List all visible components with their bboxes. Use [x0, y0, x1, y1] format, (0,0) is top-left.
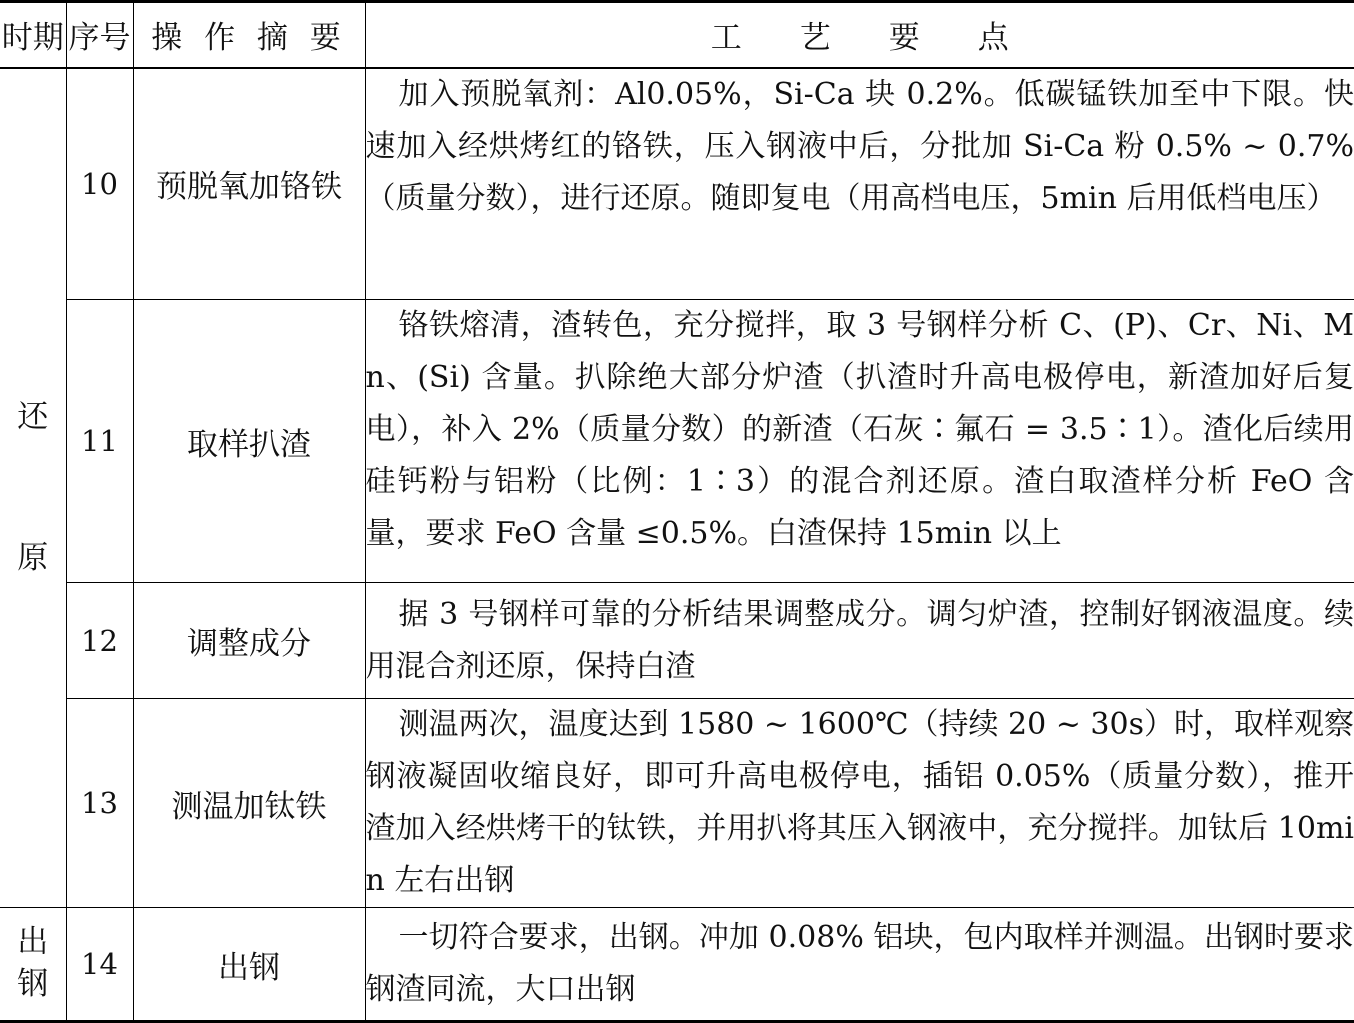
row-points: 一切符合要求，出钢。冲加 0.08% 铝块，包内取样并测温。出钢时要求钢渣同流，大口出钢 — [365, 908, 1354, 1022]
period-tapping — [0, 908, 66, 1022]
period-tapping-char-2: 钢 — [17, 966, 49, 1002]
period-tapping-char-1: 出 — [17, 924, 49, 961]
period-reduction — [0, 68, 66, 908]
table-row — [0, 583, 1354, 699]
row-summary: 取样扒渣 — [133, 300, 365, 583]
header-seq: 序号 — [66, 2, 133, 68]
row-summary: 出钢 — [133, 908, 365, 1022]
row-points: 铬铁熔清，渣转色，充分搅拌，取 3 号钢样分析 C、(P)、Cr、Ni、Mn、(Si) 含量。扒除绝大部分炉渣（扒渣时升高电极停电，新渣加好后复电），补入 2%（质量分数）的新渣（石灰∶氟石 = 3.5∶1）。渣化后续用硅钙粉与铝粉（比例：1∶3）的混合剂还原。渣白取渣样分析 FeO 含量，要求 FeO 含量 ≤0.5%。白渣保持 15min 以上 — [365, 300, 1354, 583]
table-row — [0, 699, 1354, 908]
table-row — [0, 300, 1354, 583]
row-seq: 12 — [66, 583, 133, 699]
header-period: 时期 — [0, 2, 66, 68]
header-points: 工艺要点 — [365, 2, 1354, 68]
row-summary: 测温加钛铁 — [133, 699, 365, 908]
table-row — [0, 68, 1354, 300]
row-seq: 14 — [66, 908, 133, 1022]
row-points: 加入预脱氧剂：Al0.05%，Si-Ca 块 0.2%。低碳锰铁加至中下限。快速加入经烘烤红的铬铁，压入钢液中后，分批加 Si-Ca 粉 0.5% ~ 0.7%（质量分数），进行还原。随即复电（用高档电压，5min 后用低档电压） — [365, 68, 1354, 300]
row-seq: 13 — [66, 699, 133, 908]
row-summary: 调整成分 — [133, 583, 365, 699]
header-summary: 操 作 摘 要 — [133, 2, 365, 68]
row-seq: 10 — [66, 68, 133, 300]
row-points: 测温两次，温度达到 1580 ~ 1600℃（持续 20 ~ 30s）时，取样观察钢液凝固收缩良好，即可升高电极停电，插铝 0.05%（质量分数），推开渣加入经烘烤干的钛铁，并用扒将其压入钢液中，充分搅拌。加钛后 10min 左右出钢 — [365, 699, 1354, 908]
header-row — [0, 2, 1354, 68]
period-reduction-char-2: 原 — [17, 539, 49, 576]
table-row — [0, 908, 1354, 1022]
row-points: 据 3 号钢样可靠的分析结果调整成分。调匀炉渣，控制好钢液温度。续用混合剂还原，保持白渣 — [365, 583, 1354, 699]
period-reduction-char-1: 还 — [17, 398, 49, 435]
row-summary: 预脱氧加铬铁 — [133, 68, 365, 300]
row-seq: 11 — [66, 300, 133, 583]
